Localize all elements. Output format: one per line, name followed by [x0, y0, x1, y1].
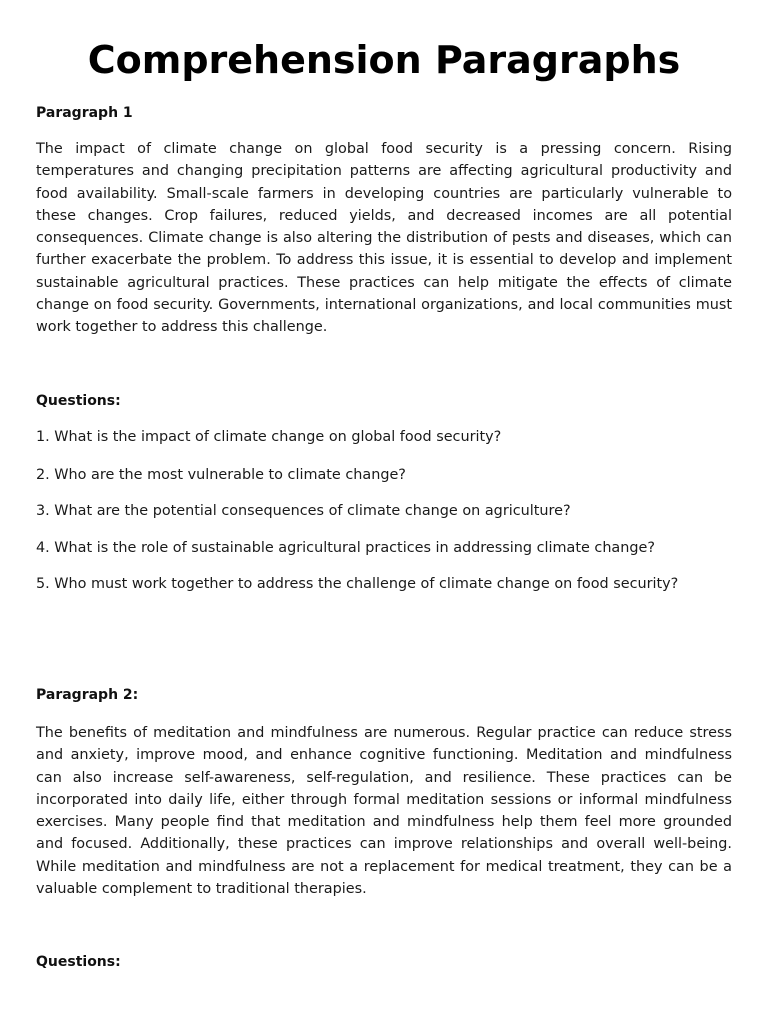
question-item: 2. Who are the most vulnerable to climate change?: [36, 467, 406, 483]
paragraph-1-text: The impact of climate change on global food security is a pressing concern. Rising temperatures and changing precipitation patterns are affecting agricultural productivity and food availability. Small-scale farmers in developing countries are particularly vulnerable to these changes. Crop failures, reduced yields, and decreased incomes are all potential consequences. Climate change is also altering the distribution of pests and diseases, which can further exacerbate the problem. To address this issue, it is essential to develop and implement sustainable agricultural practices. These practices can help mitigate the effects of climate change on food security. Governments, international organizations, and local communities must work together to address this challenge.: [36, 141, 732, 336]
paragraph-2-text: The benefits of meditation and mindfulness are numerous. Regular practice can reduce stress and anxiety, improve mood, and enhance cognitive functioning. Meditation and mindfulness can also increase self-awareness, self-regulation, and resilience. These practices can be incorporated into daily life, either through formal meditation sessions or informal mindfulness exercises. Many people find that meditation and mindfulness help them feel more grounded and focused. Additionally, these practices can improve relationships and overall well-being. While meditation and mindfulness are not a replacement for medical treatment, they can be a valuable complement to traditional therapies.: [36, 725, 732, 898]
page-title: Comprehension Paragraphs: [87, 38, 681, 82]
paragraph-2-heading: Paragraph 2:: [36, 687, 139, 703]
questions-1-heading: Questions:: [36, 393, 121, 409]
questions-2-heading: Questions:: [36, 954, 121, 970]
question-item: 4. What is the role of sustainable agricultural practices in addressing climate change?: [36, 540, 656, 556]
question-item: 1. What is the impact of climate change on global food security?: [36, 429, 502, 445]
question-item: 5. Who must work together to address the challenge of climate change on food security?: [36, 576, 679, 592]
paragraph-1-heading: Paragraph 1: [36, 105, 133, 121]
question-item: 3. What are the potential consequences of climate change on agriculture?: [36, 503, 571, 519]
